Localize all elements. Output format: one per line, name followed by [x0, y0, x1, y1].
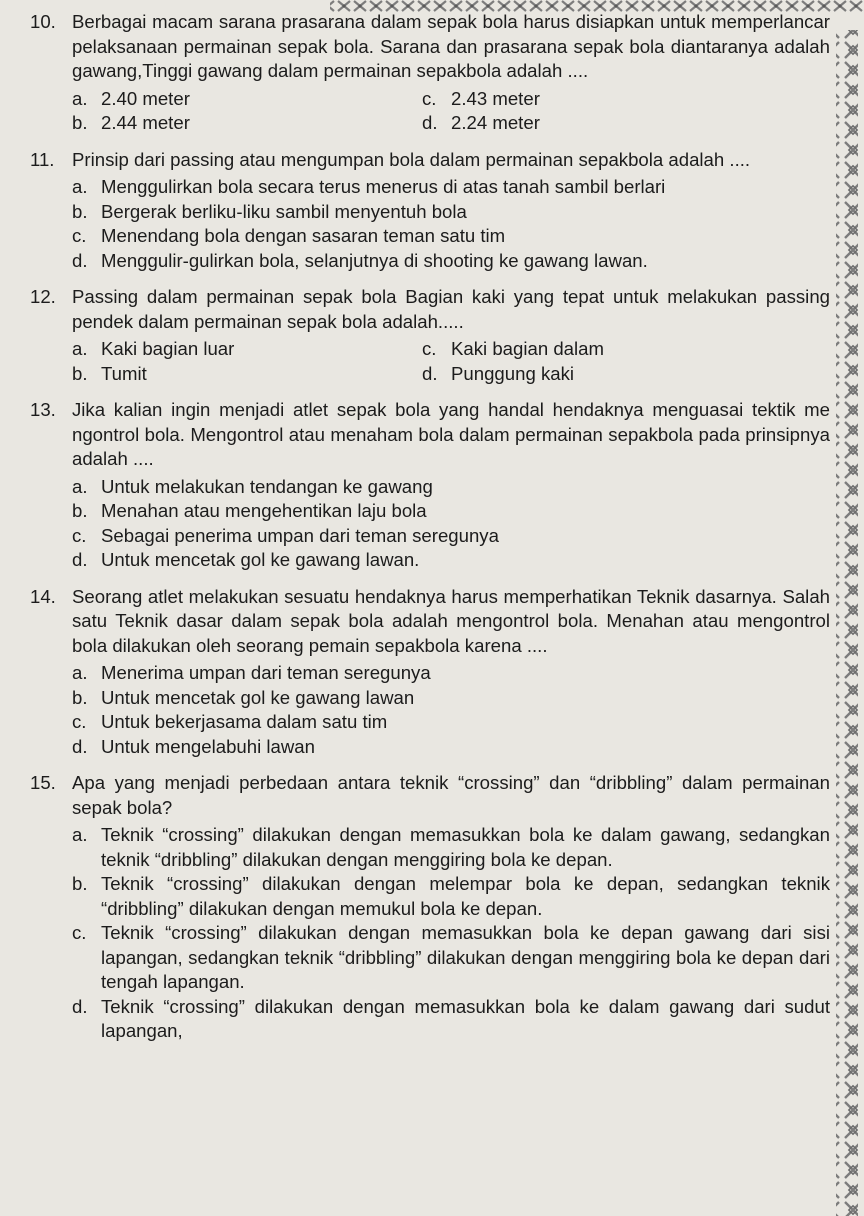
option-text: Menendang bola dengan sasaran teman satu tim	[101, 225, 506, 246]
option-text: Untuk mencetak gol ke gawang lawan	[101, 686, 415, 708]
option-label: a.	[72, 87, 88, 109]
option-label: a.	[72, 662, 88, 683]
question-text: Passing dalam permainan sepak bola Bagian kaki yang tepat untuk melakukan passing pendek dalam permainan sepak bola adalah.....	[72, 286, 830, 332]
option-text: Punggung kaki	[451, 362, 575, 384]
option-b	[72, 499, 830, 524]
option-label: b.	[72, 500, 88, 521]
option-c	[72, 921, 830, 995]
option-a	[72, 337, 422, 362]
option-text: Untuk mengelabuhi lawan	[101, 735, 315, 757]
option-label: b.	[72, 873, 88, 894]
option-label: c.	[422, 338, 437, 359]
question-text: Apa yang menjadi perbedaan antara teknik “crossing” dan “dribbling” dalam permainan sepak bola?	[72, 772, 830, 818]
option-text: Kaki bagian luar	[101, 338, 235, 359]
option-label: d.	[72, 735, 88, 757]
option-d	[422, 111, 830, 136]
question-number: 13.	[30, 399, 56, 420]
option-d	[72, 995, 830, 1044]
question-number: 12.	[30, 286, 56, 307]
option-d	[422, 362, 830, 387]
option-d	[72, 548, 830, 573]
option-label: a.	[72, 338, 88, 359]
question-text: Berbagai macam sarana prasarana dalam sepak bola harus disiapkan untuk memperlancar pelaksanaan permainan sepak bola. Sarana dan prasarana sepak bola diantaranya adalah gawang,Tinggi gawang dalam permainan sepakbola adalah ....	[72, 11, 830, 81]
options	[72, 661, 830, 759]
option-text: Sebagai penerima umpan dari teman seregunya	[101, 524, 499, 546]
option-label: c.	[72, 524, 87, 546]
question-number: 10.	[30, 11, 56, 32]
option-text: Menerima umpan dari teman seregunya	[101, 662, 431, 683]
option-b	[72, 200, 830, 225]
question-text: Seorang atlet melakukan sesuatu hendaknya harus memperhatikan Teknik dasarnya. Salah satu Teknik dasar dalam sepak bola adalah mengontrol bola. Menahan atau mengontrol bola dilakukan oleh seorang pemain sepakbola karena ....	[72, 585, 830, 656]
option-label: c.	[72, 711, 87, 732]
question-12	[30, 285, 830, 386]
option-text: 2.44 meter	[101, 112, 190, 133]
option-label: c.	[72, 922, 87, 943]
option-label: b.	[72, 112, 88, 133]
option-label: a.	[72, 475, 88, 497]
option-text: Tumit	[101, 362, 147, 384]
option-label: a.	[72, 824, 88, 845]
question-list	[30, 10, 830, 1056]
option-text: 2.40 meter	[101, 87, 190, 109]
option-text: Teknik “crossing” dilakukan dengan memasukkan bola ke dalam gawang, sedangkan teknik “dribbling” dilakukan dengan menggiring bola ke depan.	[101, 824, 830, 870]
option-d	[72, 735, 830, 760]
option-text: Teknik “crossing” dilakukan dengan memasukkan bola ke dalam gawang dari sudut lapangan,	[101, 995, 830, 1041]
question-10	[30, 10, 830, 136]
option-label: b.	[72, 200, 88, 222]
option-label: b.	[72, 686, 88, 708]
option-c	[422, 87, 830, 112]
option-text: Bergerak berliku-liku sambil menyentuh bola	[101, 200, 467, 222]
option-text: 2.43 meter	[451, 87, 540, 109]
option-text: Untuk bekerjasama dalam satu tim	[101, 711, 388, 732]
option-c	[72, 224, 830, 249]
question-text: Jika kalian ingin menjadi atlet sepak bola yang handal hendaknya menguasai tektik me ngontrol bola. Mengontrol atau menaham bola dalam permainan sepakbola pada prinsipnya adalah ....	[72, 399, 830, 469]
option-label: d.	[422, 362, 438, 384]
option-c	[72, 524, 830, 549]
question-number: 14.	[30, 585, 56, 607]
option-b	[72, 686, 830, 711]
option-label: c.	[422, 87, 437, 109]
option-text: Teknik “crossing” dilakukan dengan melempar bola ke depan, sedangkan teknik “dribbling” dilakukan dengan memukul bola ke depan.	[101, 873, 830, 919]
option-a	[72, 175, 830, 200]
option-text: Menahan atau mengehentikan laju bola	[101, 500, 427, 521]
option-b	[72, 362, 422, 387]
option-text: Teknik “crossing” dilakukan dengan memasukkan bola ke depan gawang dari sisi lapangan, sedangkan teknik “dribbling” dilakukan dengan menggiring bola ke depan dari tengah lapangan.	[101, 922, 830, 992]
options	[72, 175, 830, 273]
option-text: Untuk melakukan tendangan ke gawang	[101, 475, 433, 497]
question-15	[30, 771, 830, 1044]
question-11	[30, 148, 830, 274]
option-b	[72, 872, 830, 921]
option-a	[72, 475, 830, 500]
question-text: Prinsip dari passing atau mengumpan bola dalam permainan sepakbola adalah ....	[72, 148, 751, 170]
option-label: b.	[72, 362, 88, 384]
option-label: d.	[72, 249, 88, 271]
option-a	[72, 661, 830, 686]
options	[72, 337, 830, 386]
option-label: a.	[72, 176, 88, 197]
question-number: 15.	[30, 772, 56, 793]
option-a	[72, 87, 422, 112]
option-a	[72, 823, 830, 872]
option-c	[72, 710, 830, 735]
option-text: Menggulir-gulirkan bola, selanjutnya di shooting ke gawang lawan.	[101, 249, 648, 271]
option-text: Untuk mencetak gol ke gawang lawan.	[101, 549, 420, 570]
option-text: Kaki bagian dalam	[451, 338, 604, 359]
option-b	[72, 111, 422, 136]
option-label: d.	[72, 549, 88, 570]
question-14	[30, 585, 830, 760]
option-d	[72, 249, 830, 274]
option-text: 2.24 meter	[451, 112, 540, 133]
option-text: Menggulirkan bola secara terus menerus di atas tanah sambil berlari	[101, 176, 666, 197]
options	[72, 475, 830, 573]
option-c	[422, 337, 830, 362]
option-label: c.	[72, 225, 87, 246]
option-label: d.	[72, 995, 88, 1017]
options	[72, 87, 830, 136]
options	[72, 823, 830, 1044]
question-13	[30, 398, 830, 573]
option-label: d.	[422, 112, 438, 133]
question-number: 11.	[30, 148, 55, 170]
